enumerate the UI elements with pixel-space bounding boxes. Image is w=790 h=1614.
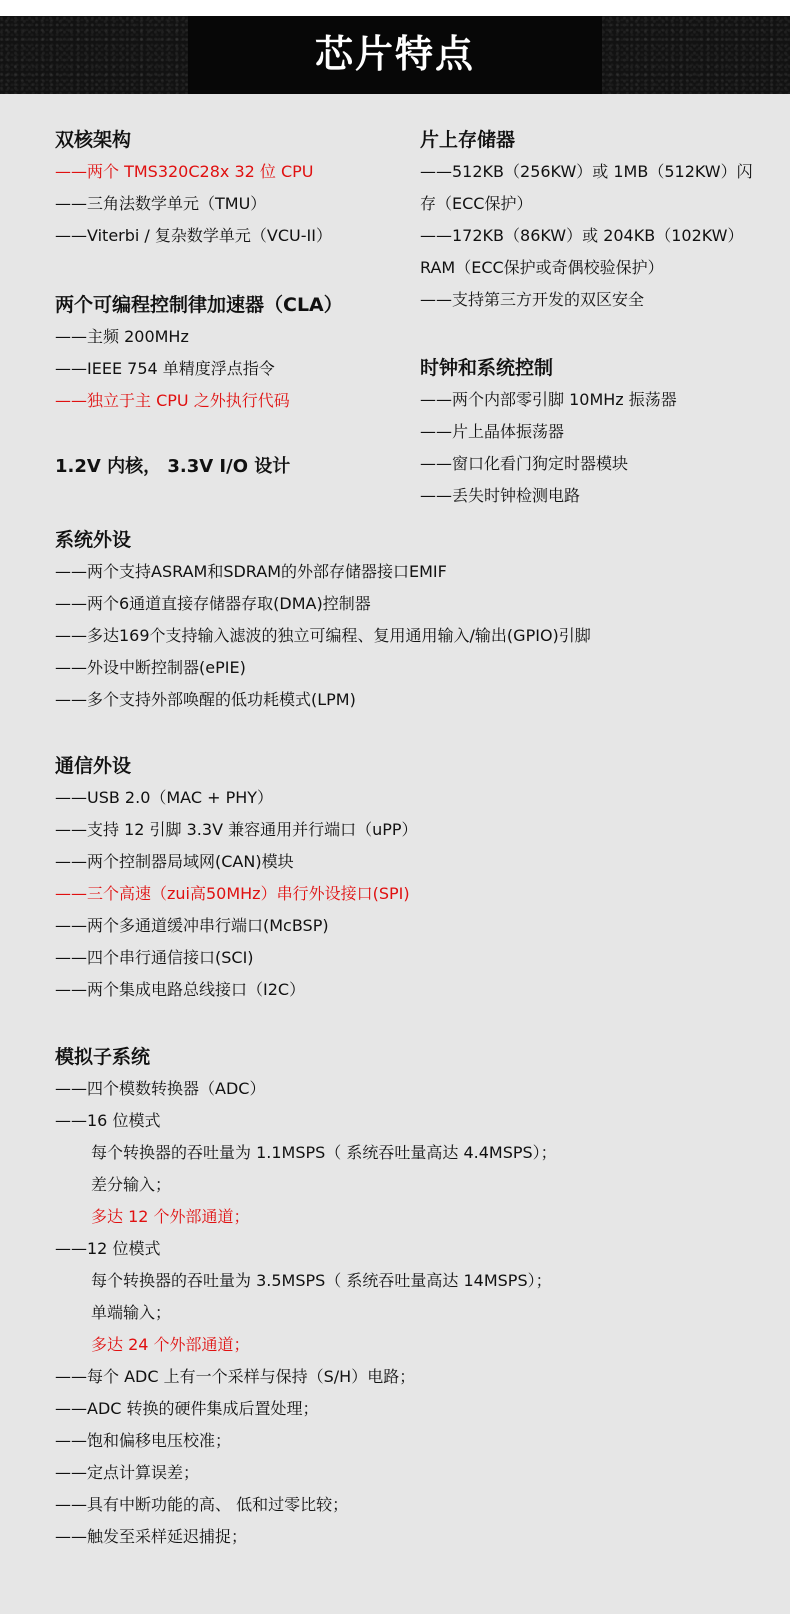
memory-item-3: ——172KB（86KW）或 204KB（102KW）	[420, 226, 744, 245]
comm-peripherals-item-7: ——两个集成电路总线接口（I2C）	[55, 980, 306, 999]
core-voltage-heading: 1.2V 内核， 3.3V I/O 设计	[55, 456, 291, 477]
dual-core-heading: 双核架构	[55, 129, 132, 151]
dual-core-item-3: ——Viterbi / 复杂数学单元（VCU-II）	[55, 226, 332, 245]
system-peripherals-item-5: ——多个支持外部唤醒的低功耗模式(LPM)	[55, 690, 356, 709]
clock-item-2: ——片上晶体振荡器	[420, 422, 565, 441]
analog-item-8: 单端输入；	[91, 1303, 172, 1322]
cla-item-1: ——主频 200MHz	[55, 327, 189, 346]
analog-item-10: ——每个 ADC 上有一个采样与保持（S/H）电路；	[55, 1367, 416, 1386]
page-title: 芯片特点	[314, 31, 475, 76]
analog-item-15: ——触发至采样延迟捕捉；	[55, 1527, 248, 1546]
clock-item-4: ——丢失时钟检测电路	[420, 486, 581, 505]
memory-item-2: 存（ECC保护）	[420, 194, 533, 213]
analog-item-9: 多达 24 个外部通道；	[91, 1335, 250, 1354]
system-peripherals-item-3: ——多达169个支持输入滤波的独立可编程、复用通用输入/输出(GPIO)引脚	[55, 626, 591, 645]
clock-item-3: ——窗口化看门狗定时器模块	[420, 454, 629, 473]
system-peripherals-item-4: ——外设中断控制器(ePIE)	[55, 658, 246, 677]
top-strip	[0, 0, 790, 16]
analog-heading: 模拟子系统	[55, 1046, 151, 1068]
dual-core-item-1: ——两个 TMS320C28x 32 位 CPU	[55, 162, 314, 181]
cla-item-3: ——独立于主 CPU 之外执行代码	[55, 391, 290, 410]
analog-item-14: ——具有中断功能的高、 低和过零比较；	[55, 1495, 349, 1514]
analog-item-13: ——定点计算误差；	[55, 1463, 200, 1482]
system-peripherals-heading: 系统外设	[55, 529, 132, 551]
analog-item-11: ——ADC 转换的硬件集成后置处理；	[55, 1399, 319, 1418]
analog-item-12: ——饱和偏移电压校准；	[55, 1431, 232, 1450]
system-peripherals-item-1: ——两个支持ASRAM和SDRAM的外部存储器接口EMIF	[55, 562, 447, 581]
analog-item-6: ——12 位模式	[55, 1239, 161, 1258]
dual-core-item-2: ——三角法数学单元（TMU）	[55, 194, 267, 213]
memory-item-5: ——支持第三方开发的双区安全	[420, 290, 645, 309]
clock-heading: 时钟和系统控制	[420, 357, 554, 379]
cla-item-2: ——IEEE 754 单精度浮点指令	[55, 359, 275, 378]
clock-item-1: ——两个内部零引脚 10MHz 振荡器	[420, 390, 677, 409]
title-banner	[0, 16, 790, 94]
system-peripherals-item-2: ——两个6通道直接存储器存取(DMA)控制器	[55, 594, 371, 613]
comm-peripherals-item-4: ——三个高速（zui高50MHz）串行外设接口(SPI)	[55, 884, 410, 903]
analog-item-5: 多达 12 个外部通道；	[91, 1207, 250, 1226]
cla-heading: 两个可编程控制律加速器（CLA）	[55, 294, 343, 316]
analog-item-7: 每个转换器的吞吐量为 3.5MSPS（ 系统吞吐量高达 14MSPS）；	[91, 1271, 552, 1290]
comm-peripherals-item-5: ——两个多通道缓冲串行端口(McBSP)	[55, 916, 329, 935]
memory-item-4: RAM（ECC保护或奇偶校验保护）	[420, 258, 664, 277]
comm-peripherals-item-6: ——四个串行通信接口(SCI)	[55, 948, 254, 967]
comm-peripherals-item-2: ——支持 12 引脚 3.3V 兼容通用并行端口（uPP）	[55, 820, 418, 839]
analog-item-3: 每个转换器的吞吐量为 1.1MSPS（ 系统吞吐量高达 4.4MSPS）；	[91, 1143, 557, 1162]
comm-peripherals-item-1: ——USB 2.0（MAC + PHY）	[55, 788, 274, 807]
analog-item-1: ——四个模数转换器（ADC）	[55, 1079, 266, 1098]
memory-item-1: ——512KB（256KW）或 1MB（512KW）闪	[420, 162, 753, 181]
memory-heading: 片上存储器	[420, 129, 516, 151]
analog-item-4: 差分输入；	[91, 1175, 172, 1194]
comm-peripherals-heading: 通信外设	[55, 755, 132, 777]
comm-peripherals-item-3: ——两个控制器局域网(CAN)模块	[55, 852, 294, 871]
analog-item-2: ——16 位模式	[55, 1111, 161, 1130]
